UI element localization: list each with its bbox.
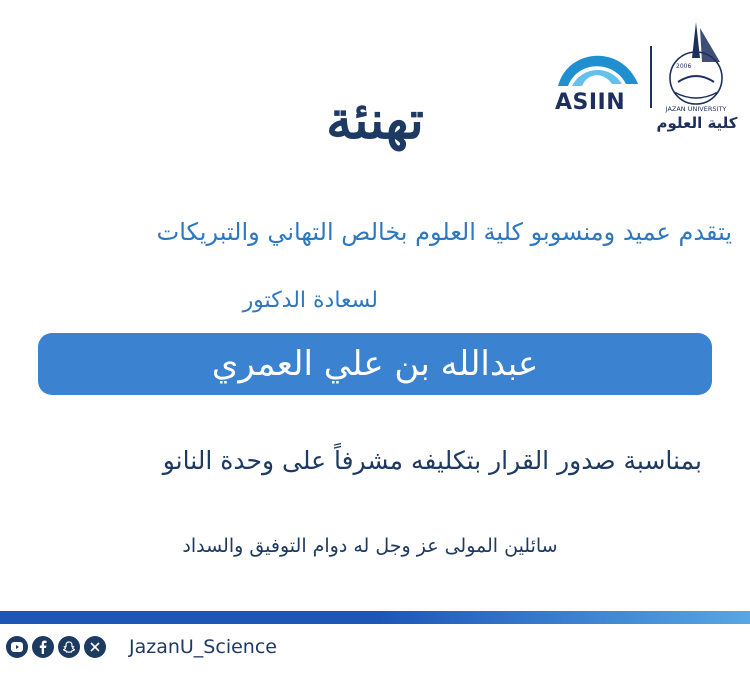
emblem-university-name: JAZAN UNIVERSITY — [665, 105, 727, 113]
youtube-icon[interactable] — [6, 636, 28, 658]
snapchat-icon[interactable] — [58, 636, 80, 658]
closing-line: سائلين المولى عز وجل له دوام التوفيق والسداد — [182, 535, 558, 557]
logo-divider — [650, 46, 652, 108]
jazan-university-logo — [656, 18, 736, 114]
social-handle[interactable]: JazanU_Science — [129, 636, 277, 658]
salutation-line: لسعادة الدكتور — [242, 288, 378, 313]
page-title: تهنئة — [326, 90, 424, 151]
college-name: كلية العلوم — [656, 114, 738, 132]
x-icon[interactable] — [84, 636, 106, 658]
asiin-wave-icon — [552, 40, 642, 90]
social-icons — [6, 636, 106, 660]
asiin-label: ASIIN — [555, 90, 626, 115]
emblem-year: 2006 — [676, 63, 692, 70]
intro-line: يتقدم عميد ومنسوبو كلية العلوم بخالص التهاني والتبريكات — [156, 218, 732, 246]
occasion-line: بمناسبة صدور القرار بتكليفه مشرفاً على وحدة النانو — [162, 446, 702, 475]
recipient-name-box — [38, 333, 712, 395]
recipient-name: عبدالله بن علي العمري — [211, 344, 539, 384]
facebook-icon[interactable] — [32, 636, 54, 658]
footer-bar-gradient — [380, 611, 750, 624]
asiin-logo — [552, 40, 642, 120]
